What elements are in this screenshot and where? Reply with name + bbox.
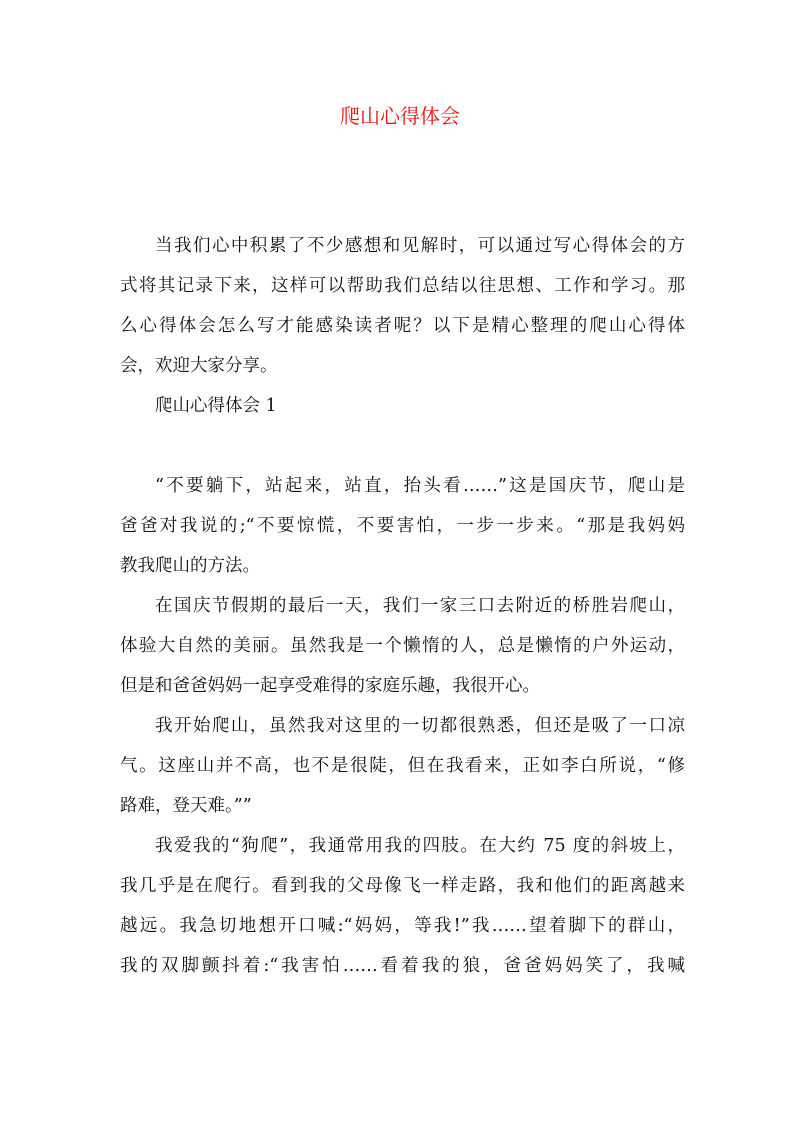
paragraph-line: 气。这座山并不高，也不是很陡，但在我看来，正如李白所说，“修 — [120, 756, 685, 776]
body-paragraph — [120, 706, 685, 826]
section-heading: 爬山心得体会 1 — [155, 396, 277, 416]
paragraph-line: 但是和爸爸妈妈一起享受难得的家庭乐趣，我很开心。 — [120, 676, 540, 696]
intro-paragraph — [120, 226, 685, 386]
paragraph-line: 路难，登天难。”” — [120, 796, 252, 816]
paragraph-line: 在国庆节假期的最后一天，我们一家三口去附近的桥胜岩爬山， — [155, 596, 685, 616]
paragraph-line: 我几乎是在爬行。看到我的父母像飞一样走路，我和他们的距离越来 — [120, 876, 685, 896]
intro-line: 会，欢迎大家分享。 — [120, 356, 278, 376]
intro-line: 么心得体会怎么写才能感染读者呢？以下是精心整理的爬山心得体 — [120, 316, 685, 336]
paragraph-line: 体验大自然的美丽。虽然我是一个懒惰的人，总是懒惰的户外运动， — [120, 636, 685, 656]
paragraph-line: 我爱我的“狗爬”，我通常用我的四肢。在大约 75 度的斜坡上， — [155, 836, 685, 856]
paragraph-line: 教我爬山的方法。 — [120, 556, 260, 576]
intro-line: 当我们心中积累了不少感想和见解时，可以通过写心得体会的方 — [155, 236, 685, 256]
body-paragraph — [120, 466, 685, 586]
paragraph-line: 我的双脚颤抖着:“我害怕……看着我的狼，爸爸妈妈笑了，我喊 — [120, 956, 685, 976]
body-paragraph — [120, 826, 685, 986]
body-paragraph — [120, 586, 685, 706]
paragraph-line: 爸爸对我说的;“不要惊慌，不要害怕，一步一步来。“那是我妈妈 — [120, 516, 685, 536]
document-body — [120, 226, 685, 986]
document-title: 爬山心得体会 — [340, 104, 460, 128]
paragraph-line: 越远。我急切地想开口喊:“妈妈，等我!”我……望着脚下的群山， — [120, 916, 685, 936]
paragraph-line: “不要躺下，站起来，站直，抬头看……”这是国庆节，爬山是 — [155, 476, 685, 496]
intro-line: 式将其记录下来，这样可以帮助我们总结以往思想、工作和学习。那 — [120, 276, 685, 296]
paragraph-line: 我开始爬山，虽然我对这里的一切都很熟悉，但还是吸了一口凉 — [155, 716, 685, 736]
spacer — [120, 426, 685, 466]
